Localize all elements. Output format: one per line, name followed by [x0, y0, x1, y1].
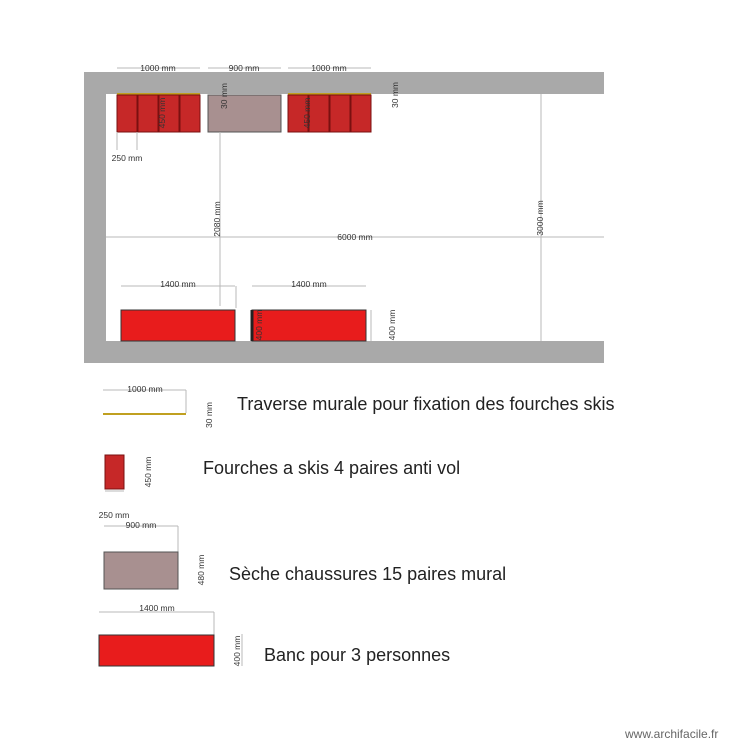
wall-left	[84, 72, 106, 362]
ski-fork	[117, 95, 137, 132]
legend-fork-swatch	[105, 455, 124, 489]
dim-clearance: 2080 mm	[212, 201, 222, 237]
legend-bench-width: 1400 mm	[139, 603, 175, 613]
ski-fork	[309, 95, 329, 132]
dim-fork-width: 250 mm	[111, 153, 143, 163]
legend-rail-width: 1000 mm	[127, 384, 163, 394]
ski-fork	[138, 95, 158, 132]
legend-rail-swatch	[103, 413, 186, 415]
dim-rail-right-thickness: 30 mm	[390, 82, 400, 108]
legend-dimension-lines	[99, 390, 242, 666]
legend-bench-label: Banc pour 3 personnes	[264, 645, 451, 665]
legend-fork-label: Fourches a skis 4 paires anti vol	[203, 458, 461, 478]
legend-bench-swatch	[99, 635, 214, 666]
wall-bottom	[84, 341, 604, 363]
dim-dryer-width: 900 mm	[228, 63, 260, 73]
dim-bench-right-depth: 400 mm	[387, 309, 397, 341]
watermark: www.archifacile.fr	[625, 727, 719, 741]
dim-fork-right-height: 450 mm	[302, 97, 312, 129]
dim-rail-right-width: 1000 mm	[311, 63, 347, 73]
dim-room-depth: 3000 mm	[535, 200, 545, 236]
dim-bench-left-width: 1400 mm	[160, 279, 196, 289]
legend-rail-thickness: 30 mm	[204, 402, 214, 428]
legend-dryer-swatch	[104, 552, 178, 589]
dim-bench-left-depth: 400 mm	[254, 309, 264, 341]
legend-rail-label: Traverse murale pour fixation des fourches skis	[237, 394, 615, 414]
legend-dryer-height: 480 mm	[196, 554, 206, 586]
legend-fork-width: 250 mm	[98, 510, 130, 520]
bench-left	[121, 310, 235, 341]
ski-forks-right	[288, 95, 371, 132]
ski-fork	[180, 95, 200, 132]
wall-top	[84, 72, 604, 94]
legend-dryer-label: Sèche chaussures 15 paires mural	[229, 564, 507, 584]
legend-dryer-width: 900 mm	[125, 520, 157, 530]
bench-right	[252, 310, 366, 341]
legend-bench-height: 400 mm	[232, 635, 242, 667]
dim-bench-right-width: 1400 mm	[291, 279, 327, 289]
ski-fork	[351, 95, 371, 132]
dim-room-width: 6000 mm	[337, 232, 373, 242]
ski-fork	[330, 95, 350, 132]
legend-fork-height: 450 mm	[143, 456, 153, 488]
dim-rail-mid-thickness: 30 mm	[219, 83, 229, 109]
dim-rail-left-width: 1000 mm	[140, 63, 176, 73]
dim-fork-left-height: 450 mm	[157, 97, 167, 129]
